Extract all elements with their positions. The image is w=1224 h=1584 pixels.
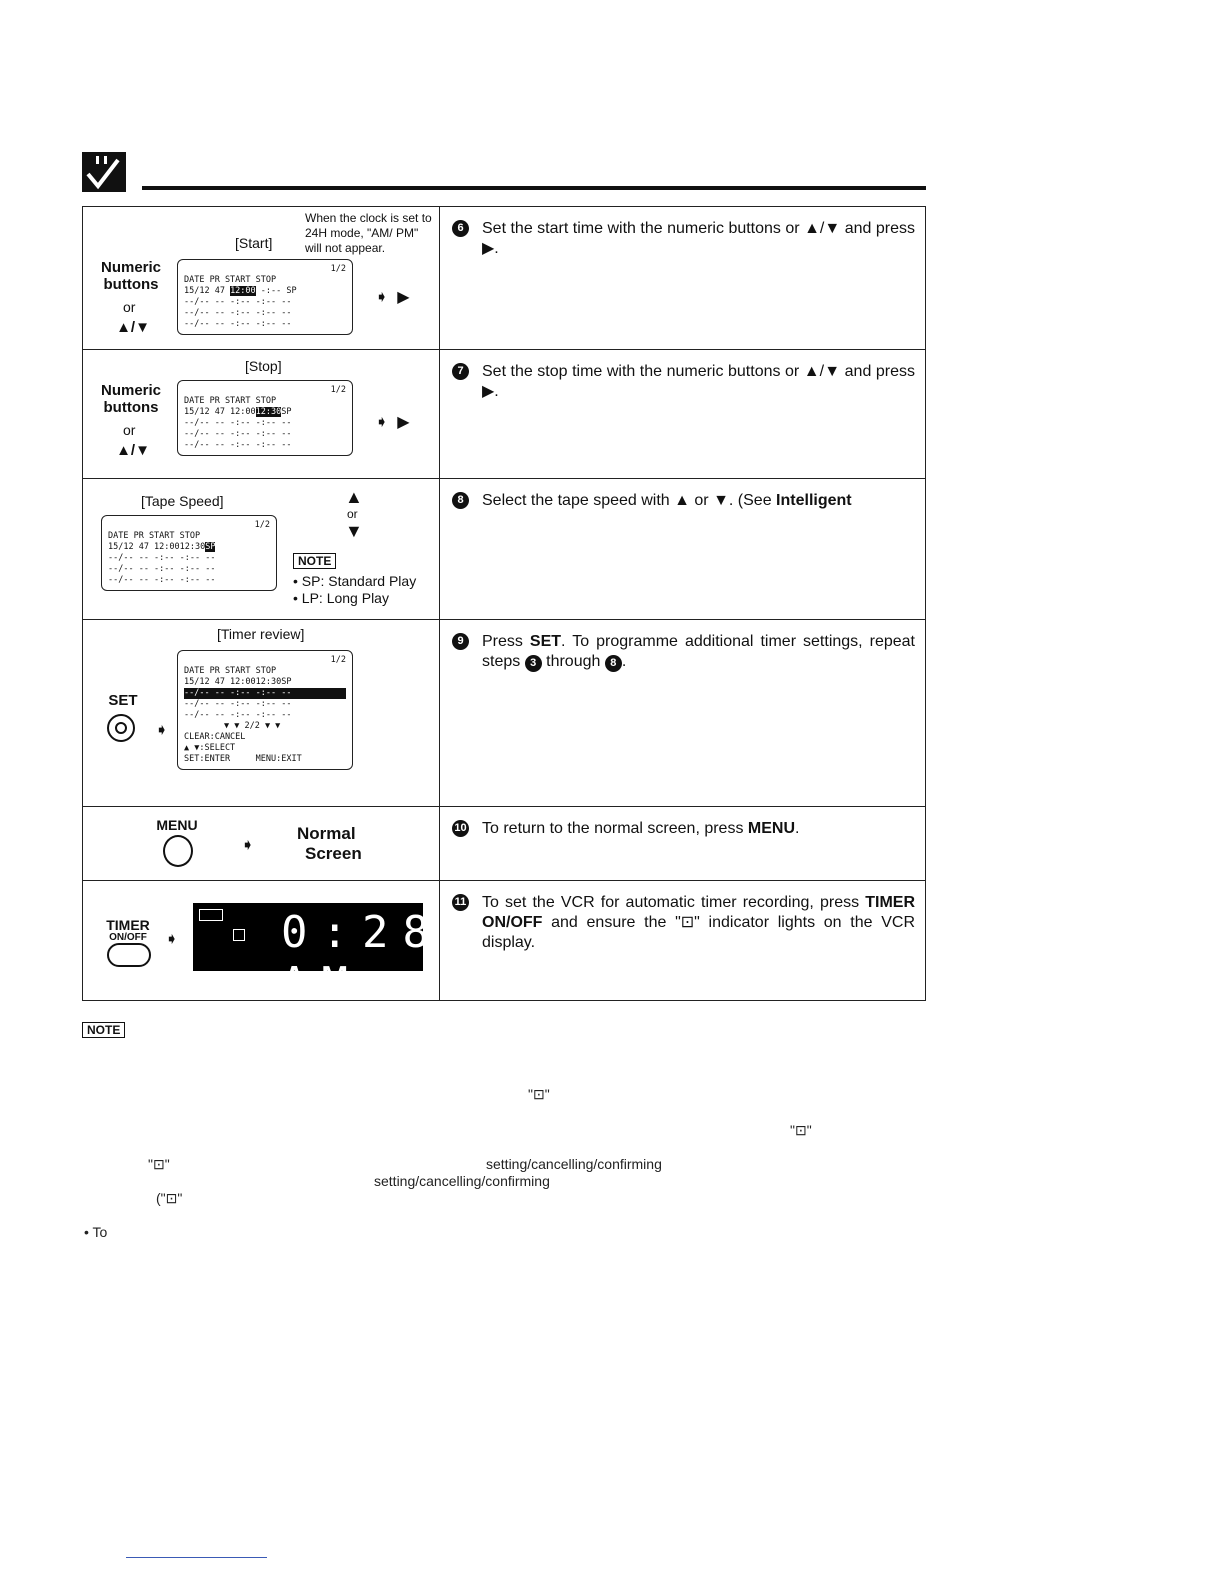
osd-row-2-selected: --/-- -- -:-- -:-- -- bbox=[184, 688, 346, 699]
down-triangle-icon: ▼ bbox=[345, 521, 363, 541]
or-label: or bbox=[123, 422, 136, 438]
step-text-bold: Intelligent bbox=[776, 492, 852, 509]
osd-header: DATE PR START STOP bbox=[184, 666, 277, 676]
osd-header: DATE PR START STOP bbox=[184, 396, 277, 406]
footer-frag-4: setting/cancelling/confirming bbox=[486, 1156, 662, 1172]
display-time: 0:28 AM bbox=[281, 907, 443, 1009]
footer-frag-6: ("⊡" bbox=[156, 1190, 183, 1206]
normal-label: Normal bbox=[297, 824, 356, 843]
osd-row-4: --/-- -- -:-- -:-- -- bbox=[108, 575, 216, 585]
osd-header: DATE PR START STOP bbox=[108, 531, 201, 541]
footer-frag-5: setting/cancelling/confirming bbox=[374, 1173, 550, 1189]
bottom-rule bbox=[126, 1557, 267, 1558]
start-caption: [Start] bbox=[235, 235, 273, 251]
footer-frag-7: • To bbox=[84, 1224, 108, 1240]
osd-enter-exit: SET:ENTER MENU:EXIT bbox=[184, 754, 302, 764]
review-caption: [Timer review] bbox=[217, 626, 305, 642]
stop-illustration bbox=[83, 350, 440, 479]
osd-row-4: --/-- -- -:-- -:-- -- bbox=[184, 319, 292, 329]
step-9: 9 Press SET. To programme additional timer settings, repeat steps 3 through 8 . bbox=[440, 620, 926, 807]
note-badge: NOTE bbox=[293, 553, 336, 569]
footer-note-badge: NOTE bbox=[82, 1022, 125, 1038]
next-arrow-icon: ➧ bbox=[241, 837, 255, 854]
step-text: Set the stop time with the numeric buttons or ▲/▼ and press ▶. bbox=[482, 363, 915, 400]
up-down-label: ▲/▼ bbox=[116, 319, 150, 336]
osd-page: 1/2 bbox=[330, 385, 346, 395]
step-number: 6 bbox=[452, 220, 469, 237]
osd-stop-screen bbox=[177, 380, 353, 456]
step-number: 11 bbox=[452, 894, 469, 911]
step-text: Select the tape speed with ▲ or ▼. (See bbox=[482, 492, 777, 509]
up-down-label: ▲/▼ bbox=[116, 442, 150, 459]
step-7 bbox=[440, 350, 926, 479]
osd-page: 1/2 bbox=[330, 264, 346, 274]
or-label: or bbox=[123, 299, 136, 315]
instruction-table bbox=[82, 206, 926, 1009]
review-illustration bbox=[83, 620, 440, 807]
step-11: 11 To set the VCR for automatic timer recording, press TIMER ON/OFF and ensure the "⊡" indicator lights on the VCR display. bbox=[440, 881, 926, 1001]
speed-caption: [Tape Speed] bbox=[141, 493, 224, 509]
menu-button-label: MENU bbox=[156, 817, 198, 833]
screen-label: Screen bbox=[305, 844, 362, 863]
osd-review-screen bbox=[177, 650, 353, 770]
next-arrow-icon: ➧ ▶ bbox=[375, 289, 410, 306]
timer-illustration bbox=[83, 881, 443, 1009]
osd-row-3: --/-- -- -:-- -:-- -- bbox=[184, 308, 292, 318]
osd-start-screen bbox=[177, 259, 353, 335]
step-number: 8 bbox=[452, 492, 469, 509]
timer-indicator-icon bbox=[233, 929, 245, 941]
osd-row-3: --/-- -- -:-- -:-- -- bbox=[184, 699, 292, 709]
osd-row-4: --/-- -- -:-- -:-- -- bbox=[184, 440, 292, 450]
osd-row-2: --/-- -- -:-- -:-- -- bbox=[184, 418, 292, 428]
timer-section-logo bbox=[82, 152, 126, 192]
next-arrow-icon: ➧ bbox=[165, 931, 179, 948]
osd-select-hint: ▲ ▼:SELECT bbox=[184, 743, 236, 753]
step-6 bbox=[440, 207, 926, 350]
osd-row-2: --/-- -- -:-- -:-- -- bbox=[108, 553, 216, 563]
step-number: 7 bbox=[452, 363, 469, 380]
osd-header: DATE PR START STOP bbox=[184, 275, 277, 285]
osd-speed-screen bbox=[101, 515, 277, 591]
osd-row-2: --/-- -- -:-- -:-- -- bbox=[184, 297, 292, 307]
stop-caption: [Stop] bbox=[245, 358, 282, 374]
speed-illustration bbox=[83, 479, 440, 620]
next-arrow-icon: ➧ bbox=[155, 722, 169, 739]
step-8 bbox=[440, 479, 926, 620]
step-number: 9 bbox=[452, 633, 469, 650]
note-lp: • LP: Long Play bbox=[293, 590, 389, 606]
menu-illustration bbox=[83, 807, 440, 881]
osd-row-1: 15/12 47 12:0012:30SP bbox=[184, 677, 292, 687]
menu-button-icon bbox=[163, 835, 193, 867]
osd-clear-hint: CLEAR:CANCEL bbox=[184, 732, 246, 742]
osd-pager: ▼ ▼ 2/2 ▼ ▼ bbox=[224, 721, 281, 731]
clock-note: When the clock is set to 24H mode, "AM/ PM" will not appear. bbox=[305, 211, 432, 255]
footer-frag-1: "⊡" bbox=[528, 1086, 550, 1102]
start-illustration bbox=[83, 207, 440, 350]
or-label: or bbox=[347, 507, 358, 521]
osd-row-1: 15/12 47 12:0012:30SP bbox=[184, 407, 292, 417]
set-button-label: SET bbox=[108, 692, 138, 709]
osd-row-4: --/-- -- -:-- -:-- -- bbox=[184, 710, 292, 720]
step-number: 10 bbox=[452, 820, 469, 837]
osd-page: 1/2 bbox=[254, 520, 270, 530]
osd-row-1: 15/12 47 12:0012:30SP bbox=[108, 542, 216, 552]
osd-row-3: --/-- -- -:-- -:-- -- bbox=[108, 564, 216, 574]
timer-on-off-label: ON/OFF bbox=[109, 932, 147, 943]
up-triangle-icon: ▲ bbox=[345, 487, 363, 507]
vcr-display bbox=[193, 903, 443, 1009]
cassette-icon bbox=[199, 909, 223, 921]
osd-page: 1/2 bbox=[330, 655, 346, 665]
step-10: 10 To return to the normal screen, press MENU. bbox=[440, 807, 926, 881]
numeric-buttons-label: Numeric buttons bbox=[100, 259, 162, 293]
osd-row-3: --/-- -- -:-- -:-- -- bbox=[184, 429, 292, 439]
timer-button-icon bbox=[107, 943, 151, 967]
osd-row-1: 15/12 47 12:00 -:-- SP bbox=[184, 286, 297, 296]
set-button-icon bbox=[107, 714, 135, 742]
numeric-buttons-label: Numeric buttons bbox=[100, 382, 162, 416]
step-text: Set the start time with the numeric buttons or ▲/▼ and press ▶. bbox=[482, 220, 915, 257]
header-rule bbox=[142, 186, 926, 190]
timer-button-label: TIMER bbox=[106, 917, 150, 933]
footer-frag-2: "⊡" bbox=[790, 1122, 812, 1138]
footer-frag-3: "⊡" bbox=[148, 1156, 170, 1172]
next-arrow-icon: ➧ ▶ bbox=[375, 414, 410, 431]
note-sp: • SP: Standard Play bbox=[293, 573, 417, 589]
